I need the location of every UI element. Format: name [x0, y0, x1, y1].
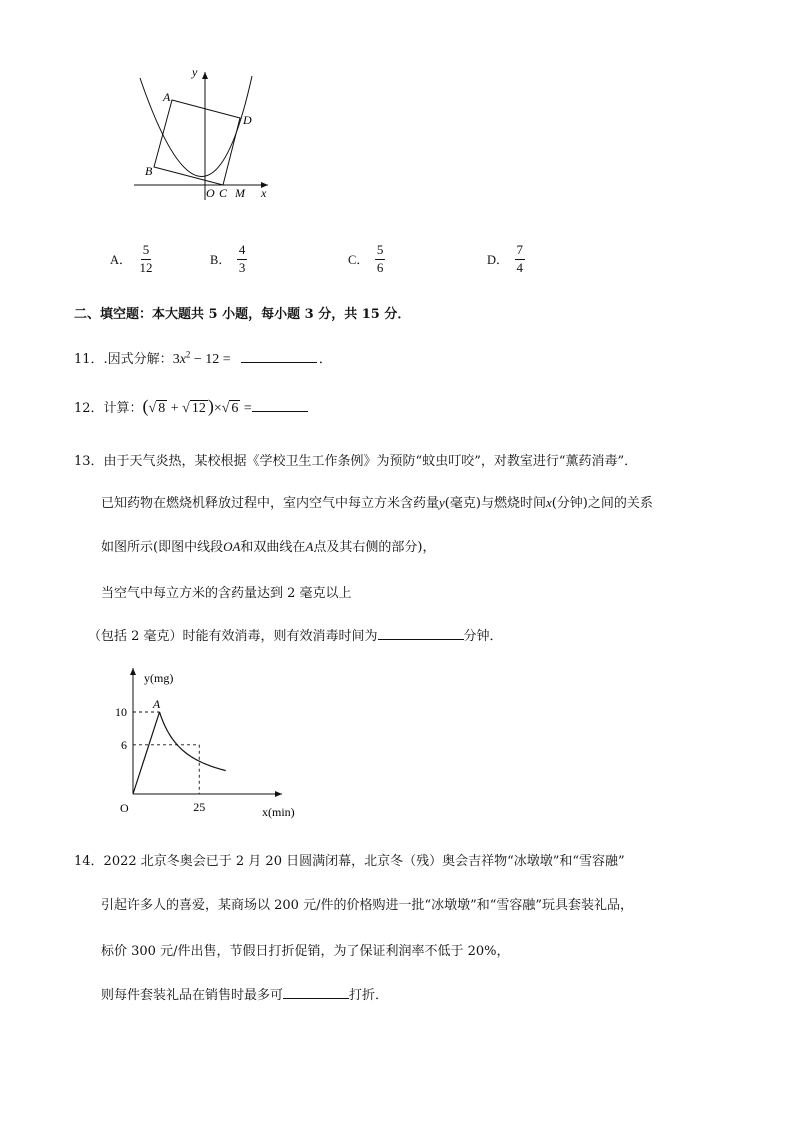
point-a-chart-label: A: [152, 697, 161, 711]
q13-answer-blank[interactable]: [378, 627, 464, 640]
q14-line-2: 引起许多人的喜爱，某商场以 200 元/件的价格购进一批“冰墩墩”和“雪容融”玩具套装礼品，: [101, 898, 634, 913]
point-b-label: B: [145, 164, 153, 178]
q12-plus: +: [170, 401, 179, 416]
hyperbola-curve: [160, 712, 226, 771]
q13-line2-b: (毫克)与燃烧时间: [444, 496, 546, 511]
q13-var-x: x: [545, 495, 552, 510]
chart-y-axis-arrow: [130, 668, 136, 675]
parabola-curve: [140, 76, 252, 177]
choice-d-denominator: 4: [516, 259, 524, 275]
y-axis-arrow: [202, 72, 208, 79]
q14-answer-blank[interactable]: [283, 986, 349, 999]
choice-b-fraction: [237, 243, 248, 276]
q13-line3-a: 如图所示(即图中线段: [101, 540, 224, 555]
q13-line-4: 当空气中每立方米的含药量达到 2 毫克以上: [101, 586, 352, 601]
q14-line-4: [101, 984, 388, 1003]
q11-suffix: ．: [318, 352, 332, 367]
choice-c: [348, 243, 385, 276]
q11-exponent: 2: [185, 349, 191, 360]
q11-expression: [172, 349, 231, 367]
figure1-y-label: y: [192, 66, 198, 79]
point-a-label: A: [163, 90, 171, 104]
q11-coef: 3: [172, 352, 180, 367]
q12-root3: 6: [231, 401, 239, 416]
choice-b-label: B．: [210, 253, 231, 268]
parabola-square-figure: [128, 66, 276, 204]
chart-x-label: x(min): [262, 805, 295, 819]
choice-c-label: C．: [348, 253, 369, 268]
point-m-label: M: [235, 186, 245, 200]
q13-line2-a: 已知药物在燃烧机释放过程中，室内空气中每立方米含药量: [101, 496, 440, 511]
q11-prefix: 11．.因式分解：: [74, 352, 173, 367]
q13-line-3: [101, 536, 435, 555]
q13-line-2: [101, 492, 653, 511]
dosage-chart: [110, 664, 315, 824]
q13-var-a: A: [305, 539, 314, 554]
point-o-label: O: [206, 186, 215, 200]
q13-line-1: 13．由于天气炎热，某校根据《学校卫生工作条例》为预防“蚊虫叮咬”，对教室进行“薰药消毒”．: [74, 454, 638, 469]
question-12: [74, 396, 308, 417]
choice-d: [487, 243, 525, 276]
q13-line3-c: 点及其右侧的部分)，: [313, 540, 436, 555]
q11-var: x: [179, 352, 186, 367]
choice-b-denominator: 3: [238, 259, 246, 275]
choice-a-denominator: 12: [139, 259, 153, 275]
point-d-label: D: [243, 113, 252, 127]
q13-line2-c: (分钟)之间的关系: [551, 496, 653, 511]
choice-d-label: D．: [487, 253, 509, 268]
q12-answer-blank[interactable]: [252, 399, 308, 412]
q12-equals: =: [243, 401, 252, 416]
q14-line4-a: 则每件套装礼品在销售时最多可: [101, 988, 284, 1003]
y-tick-label: 10: [115, 705, 127, 719]
q13-line-5: [88, 625, 503, 644]
q12-times: ×: [213, 401, 222, 416]
q11-rest: − 12 =: [190, 352, 231, 367]
choice-c-numerator: 5: [375, 243, 386, 260]
y-tick-label: 6: [121, 737, 127, 752]
section-heading: 二、填空题：本大题共 5 小题，每小题 3 分，共 15 分．: [74, 307, 411, 322]
x-tick-label: 25: [193, 800, 206, 814]
point-c-label: C: [219, 186, 228, 200]
choice-d-numerator: 7: [515, 243, 526, 260]
q12-expression: (√ 8 + √ 12 )×√ 6 =: [142, 396, 252, 416]
chart-x-axis-arrow: [275, 791, 282, 797]
figure1-x-label: x: [261, 186, 267, 200]
q13-line5-b: 分钟．: [463, 629, 503, 644]
q13-line5-a: （包括 2 毫克）时能有效消毒，则有效消毒时间为: [88, 629, 378, 644]
chart-y-label: y(mg): [144, 671, 174, 685]
question-11: [74, 348, 332, 368]
choice-a-numerator: 5: [141, 243, 152, 260]
q12-root2: 12: [191, 401, 206, 416]
choice-b: [210, 243, 247, 276]
chart-origin-label: O: [120, 801, 129, 815]
q14-line4-b: 打折．: [349, 988, 389, 1003]
segment-oa-line: [133, 712, 160, 794]
choice-d-fraction: [515, 243, 526, 276]
q13-var-y: y: [439, 495, 445, 510]
q14-line-1: 14．2022 北京冬奥会已于 2 月 20 日圆满闭幕，北京冬（残）奥会吉祥物“冰墩墩”和“雪容融”: [74, 854, 625, 869]
q13-var-oa: OA: [223, 539, 241, 554]
q11-answer-blank[interactable]: [241, 350, 317, 363]
q12-root1: 8: [158, 401, 166, 416]
q13-line3-b: 和双曲线在: [240, 540, 306, 555]
choice-b-numerator: 4: [237, 243, 248, 260]
q14-line-3: 标价 300 元/件出售，节假日打折促销，为了保证利润率不低于 20%，: [101, 944, 510, 959]
choice-c-fraction: [375, 243, 386, 276]
choice-a: [110, 243, 155, 276]
choice-c-denominator: 6: [376, 259, 384, 275]
choice-a-fraction: [138, 243, 155, 276]
choice-a-label: A．: [110, 253, 132, 268]
q12-prefix: 12．计算：: [74, 401, 143, 416]
